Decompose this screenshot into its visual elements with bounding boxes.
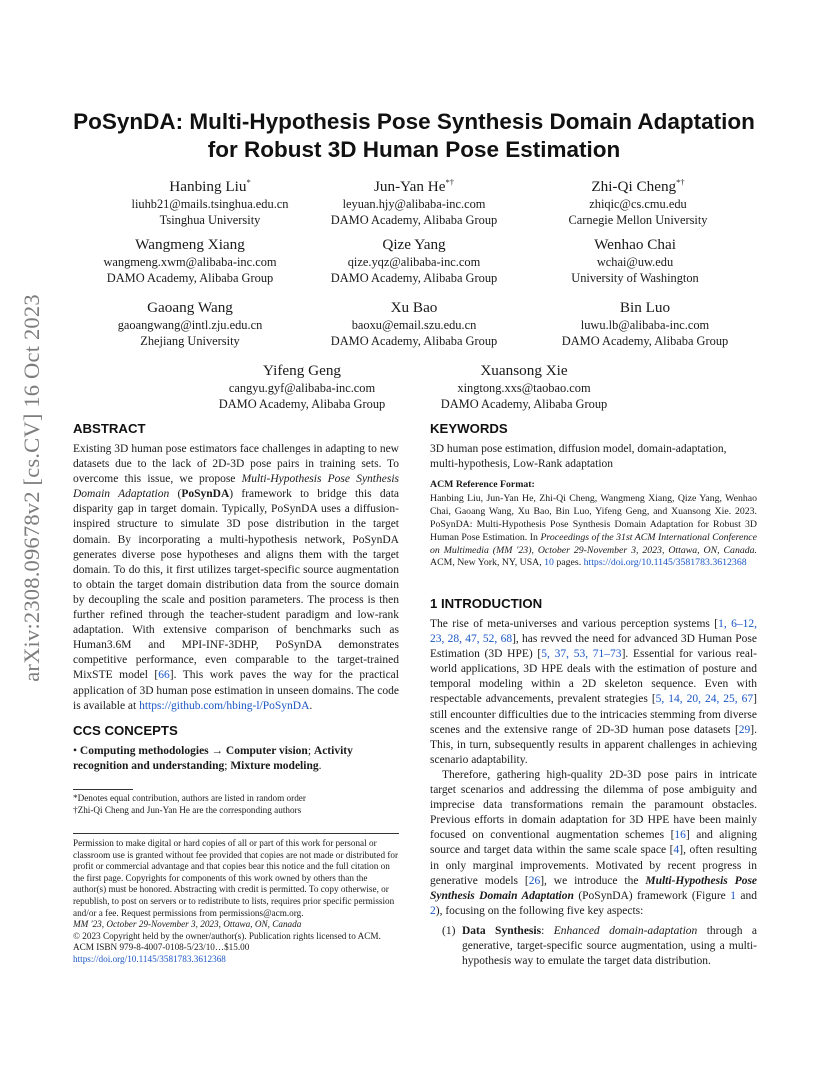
title-line-2: for Robust 3D Human Pose Estimation bbox=[207, 137, 621, 162]
author-affiliation: DAMO Academy, Alibaba Group bbox=[330, 271, 498, 285]
figure-link[interactable]: 2 bbox=[430, 904, 436, 917]
pages-link[interactable]: 10 bbox=[544, 557, 554, 569]
author-email[interactable]: qize.yqz@alibaba-inc.com bbox=[347, 255, 481, 269]
acm-reference-heading: ACM Reference Format: bbox=[430, 479, 535, 490]
author-name: Qize Yang bbox=[382, 236, 446, 253]
author-name: Hanbing Liu bbox=[169, 178, 247, 196]
footnote-corresponding: †Zhi-Qi Cheng and Jun-Yan He are the corresponding authors bbox=[73, 804, 302, 815]
author-name: Bin Luo bbox=[619, 299, 671, 316]
author-name: Wenhao Chai bbox=[594, 236, 676, 253]
author-email[interactable]: cangyu.gyf@alibaba-inc.com bbox=[228, 381, 376, 395]
citation-link[interactable]: 1, 6–12, 23, 28, 47, 52, 68 bbox=[430, 618, 758, 646]
title-line-1: PoSynDA: Multi-Hypothesis Pose Synthesis Domain Adaptation bbox=[73, 109, 755, 134]
list-item-text: Data Synthesis: Enhanced domain-adaptation through a generative, target-specific source augmentation, using a multi-hypothesis way to emulate the target data distribution. bbox=[462, 924, 757, 968]
citation-link[interactable]: 66 bbox=[158, 669, 170, 682]
introduction-heading: 1 INTRODUCTION bbox=[430, 596, 543, 611]
ccs-text: • Computing methodologies → Computer vision; Activity recognition and understanding; Mixture modeling. bbox=[73, 745, 353, 773]
author-affiliation: DAMO Academy, Alibaba Group bbox=[330, 213, 498, 228]
paper-title bbox=[60, 108, 768, 164]
acm-reference-text: Hanbing Liu, Jun-Yan He, Zhi-Qi Cheng, Wangmeng Xiang, Qize Yang, Wenhao Chai, Gaoang Wang, Xu Bao, Bin Luo, Yifeng Geng, and Xuansong Xie. 2023. PoSynDA: Multi-Hypothesis Pose Synthesis Domain Adaptation for Robust 3D Human Pose Estimation. In Proceedings of the 31st ACM International Conference on Multimedia (MM '23), October 29-November 3, 2023, Ottawa, ON, Canada. ACM, New York, NY, USA, 10 pages. https://doi.org/10.1145/3581783.3612368 bbox=[430, 492, 757, 569]
author-block bbox=[182, 361, 422, 412]
intro-paragraph-1: The rise of meta-universes and various perception systems [1, 6–12, 23, 28, 47, 52, 68], has revved the need for advanced 3D Human Pose Estimation (3D HPE) [5, 37, 53, 71–73]. Essential for various real-world applications, 3D HPE deals with the estimation of posture and temporal modeling within a 2D skeleton sequence. Even with respectable advancements, prevalent strategies [5, 14, 20, 24, 25, 67] still encounter difficulties due to the intricacies stemming from diverse scenes and the extensive range of 2D-3D human pose datasets [29]. This, in turn, subsequently results in apparent challenges in achieving scenario adaptability. bbox=[430, 618, 758, 766]
abstract-heading: ABSTRACT bbox=[73, 421, 146, 436]
author-affiliation: Tsinghua University bbox=[159, 213, 261, 228]
citation-link[interactable]: 26 bbox=[528, 874, 541, 887]
author-email[interactable]: luwu.lb@alibaba-inc.com bbox=[580, 318, 710, 332]
arxiv-stamp-text: arXiv:2308.09678v2 [cs.CV] 16 Oct 2023 bbox=[19, 294, 44, 682]
author-email[interactable]: liuhb21@mails.tsinghua.edu.cn bbox=[131, 197, 289, 212]
author-block bbox=[518, 173, 758, 228]
author-block bbox=[294, 235, 534, 286]
author-mark: * bbox=[246, 177, 251, 187]
author-affiliation: DAMO Academy, Alibaba Group bbox=[106, 271, 274, 285]
author-affiliation: DAMO Academy, Alibaba Group bbox=[218, 397, 386, 411]
author-name: Wangmeng Xiang bbox=[135, 236, 245, 253]
conference-line: MM '23, October 29-November 3, 2023, Ottawa, ON, Canada bbox=[73, 919, 302, 930]
keywords-heading: KEYWORDS bbox=[430, 421, 508, 436]
code-link[interactable]: https://github.com/hbing-l/PoSynDA bbox=[139, 699, 310, 712]
permission-text: Permission to make digital or hard copies of all or part of this work for personal or classroom use is granted without fee provided that copies are not made or distributed for profit or commercial advantage and that copies bear this notice and the full citation on the first page. Copyrights for components of this work owned by others than the author(s) must be honored. Abstracting with credit is permitted. To copy otherwise, or republish, to post on servers or to redistribute to lists, requires prior specific permission and/or a fee. Request permissions from permissions@acm.org. bbox=[73, 838, 399, 918]
abstract-section bbox=[73, 421, 399, 714]
author-affiliation: DAMO Academy, Alibaba Group bbox=[440, 397, 608, 411]
author-block bbox=[70, 235, 310, 286]
author-mark: *† bbox=[676, 177, 685, 187]
ccs-section bbox=[73, 723, 399, 774]
author-affiliation: DAMO Academy, Alibaba Group bbox=[330, 334, 498, 348]
author-block bbox=[294, 298, 534, 349]
list-item-number: (1) bbox=[442, 924, 456, 937]
author-name: Xuansong Xie bbox=[480, 362, 568, 379]
intro-paragraph-2: Therefore, gathering high-quality 2D-3D pose pairs in intricate target scenarios and addressing the dilemma of pose ambiguity and imprecise data transformations remain the paramount obstacles. Previous efforts in domain adaptation for 3D HPE have been mainly focused on conventional augmentation schemes [16] and aligning source and target data within the same scale space [4], often resulting in only marginal improvements. Motivated by recent progress in generative models [26], we introduce the Multi-Hypothesis Pose Synthesis Domain Adaptation (PoSynDA) framework (Figure 1 and 2), focusing on the following five key aspects: bbox=[430, 768, 758, 917]
author-email[interactable]: wchai@uw.edu bbox=[596, 255, 674, 269]
author-email[interactable]: xingtong.xxs@taobao.com bbox=[457, 381, 591, 395]
author-email[interactable]: gaoangwang@intl.zju.edu.cn bbox=[117, 318, 263, 332]
author-block bbox=[294, 173, 534, 228]
author-block bbox=[515, 235, 755, 286]
footnotes bbox=[73, 793, 399, 816]
author-affiliation: University of Washington bbox=[571, 271, 699, 285]
permission-block bbox=[73, 838, 399, 966]
author-name: Jun-Yan He bbox=[374, 178, 446, 196]
author-block bbox=[70, 298, 310, 349]
author-email[interactable]: baoxu@email.szu.edu.cn bbox=[351, 318, 477, 332]
isbn-line: ACM ISBN 979-8-4007-0108-5/23/10…$15.00 bbox=[73, 942, 250, 953]
author-affiliation: Carnegie Mellon University bbox=[568, 213, 708, 228]
footnote-rule bbox=[73, 789, 133, 790]
citation-link[interactable]: 16 bbox=[674, 829, 686, 842]
author-mark: *† bbox=[445, 177, 454, 187]
author-name: Yifeng Geng bbox=[262, 362, 342, 379]
citation-link[interactable]: 5, 14, 20, 24, 25, 67 bbox=[655, 693, 754, 706]
introduction-section bbox=[430, 596, 757, 969]
footnote-equal-contribution: *Denotes equal contribution, authors are listed in random order bbox=[73, 793, 306, 803]
author-email[interactable]: wangmeng.xwm@alibaba-inc.com bbox=[103, 255, 277, 269]
copyright-line: © 2023 Copyright held by the owner/author(s). Publication rights licensed to ACM. bbox=[73, 930, 381, 941]
author-name: Zhi-Qi Cheng bbox=[591, 178, 677, 196]
citation-link[interactable]: 4 bbox=[673, 844, 680, 857]
figure-link[interactable]: 1 bbox=[730, 889, 736, 902]
author-affiliation: Zhejiang University bbox=[140, 334, 240, 348]
author-affiliation: DAMO Academy, Alibaba Group bbox=[561, 334, 729, 348]
doi-link[interactable]: https://doi.org/10.1145/3581783.3612368 bbox=[73, 953, 226, 964]
arxiv-stamp bbox=[8, 288, 56, 688]
author-name: Gaoang Wang bbox=[147, 299, 233, 316]
author-email[interactable]: leyuan.hjy@alibaba-inc.com bbox=[342, 197, 486, 212]
acm-reference bbox=[430, 479, 757, 570]
list-item bbox=[430, 924, 757, 969]
ccs-heading: CCS CONCEPTS bbox=[73, 723, 178, 738]
author-block bbox=[404, 361, 644, 412]
keywords-section bbox=[430, 421, 757, 472]
citation-link[interactable]: 29 bbox=[738, 723, 751, 736]
author-block bbox=[525, 298, 765, 349]
author-name: Xu Bao bbox=[390, 299, 438, 316]
permission-rule bbox=[73, 833, 399, 834]
citation-link[interactable]: 5, 37, 53, 71–73 bbox=[541, 648, 622, 661]
abstract-text: Existing 3D human pose estimators face challenges in adapting to new datasets due to the lack of 2D-3D pose pairs in training sets. To overcome this issue, we propose Multi-Hypothesis Pose Synthesis Domain Adaptation (PoSynDA) framework to bridge this data disparity gap in target domain. Typically, PoSynDA uses a diffusion-inspired structure to simulate 3D pose distribution in the target domain. By incorporating a multi-hypothesis network, PoSynDA generates diverse pose hypotheses and aligns them with the target domain. To do this, it first utilizes target-specific source augmentation to obtain the target domain distribution data from the source domain by decoupling the scale and position parameters. The process is then further refined through the teacher-student paradigm and low-rank adaptation. With extensive comparison of benchmarks such as Human3.6M and MPI-INF-3DHP, PoSynDA demonstrates competitive performance, even comparable to the target-trained MixSTE model [66]. This work paves the way for the practical application of 3D human pose estimation in unseen domains. The code is available at https://github.com/hbing-l/PoSynDA. bbox=[73, 443, 399, 712]
keywords-text: 3D human pose estimation, diffusion model, domain-adaptation, multi-hypothesis, Low-Rank adaptation bbox=[430, 443, 727, 471]
author-email[interactable]: zhiqic@cs.cmu.edu bbox=[589, 197, 687, 212]
acm-doi-link[interactable]: https://doi.org/10.1145/3581783.3612368 bbox=[583, 557, 747, 569]
